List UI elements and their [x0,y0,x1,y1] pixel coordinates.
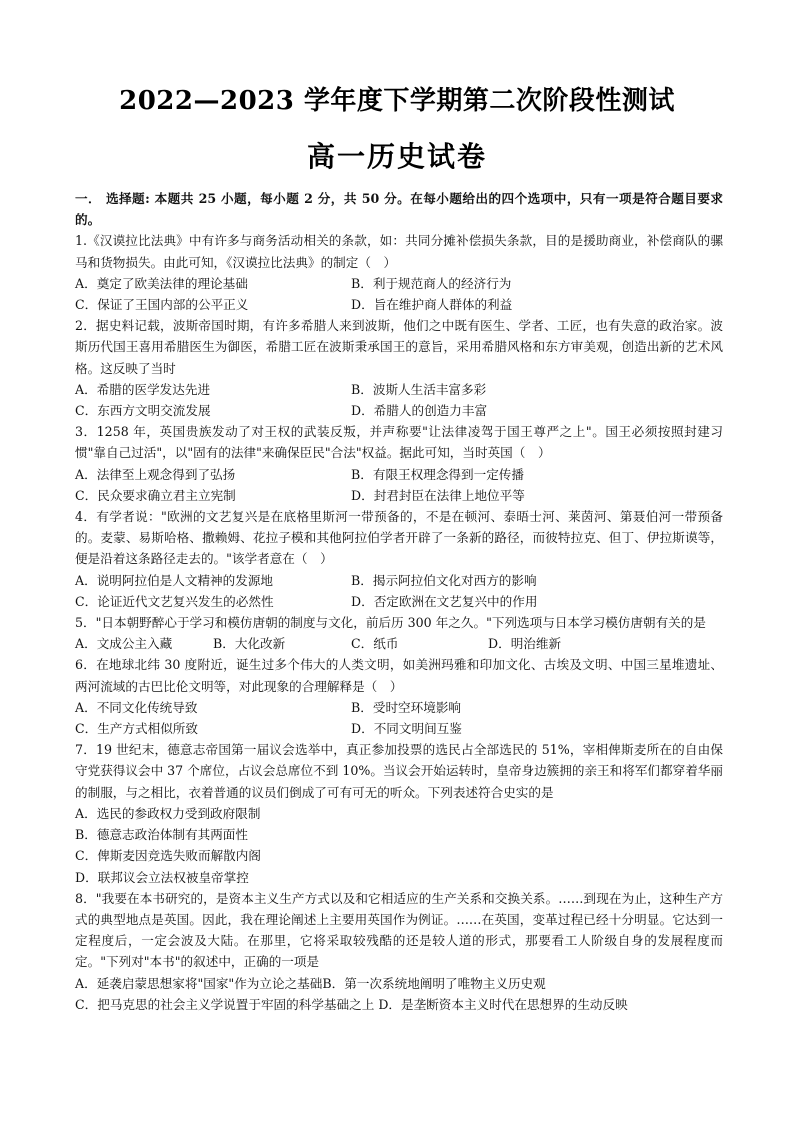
question-8-option-b: B．第一次系统地阐明了唯物主义历史观 [322,975,546,991]
question-8-options-row1 [75,973,723,994]
question-3-option-d: D．封君封臣在法律上地位平等 [351,487,525,503]
question-4-option-d: D．否定欧洲在文艺复兴中的作用 [351,593,538,609]
question-6-option-b: B．受时空环境影响 [351,699,462,715]
question-3-options-row2 [75,485,723,506]
question-6-stem: 6．在地球北纬 30 度附近，诞生过多个伟大的人类文明，如美洲玛雅和印加文化、古埃及文明、中国三星堆遗址、两河流域的古巴比伦文明等，对此现象的合理解释是（ ） [75,657,723,694]
question-1-options-row1 [75,273,723,294]
question-1-option-d: D．旨在维护商人群体的利益 [351,297,513,313]
question-7-option-a: A．选民的参政权力受到政府限制 [75,805,261,821]
question-2-stem: 2．据史料记载，波斯帝国时期，有许多希腊人来到波斯，他们之中既有医生、学者、工匠，也有失意的政治家。波斯历代国王喜用希腊医生为御医，希腊工匠在波斯秉承国王的意旨，采用希腊风格和东方审美观，创造出新的艺术风格。这反映了当时 [75,318,723,376]
question-3-options-row1 [75,464,723,485]
question-1-option-a: A．奠定了欧美法律的理论基础 [75,275,248,291]
question-7-option-d: D．联邦议会立法权被皇帝掌控 [75,869,249,885]
question-2-options-row2 [75,400,723,421]
question-2-option-a: A．希腊的医学发达先进 [75,381,211,397]
question-7-option-c: C．俾斯麦因竞选失败而解散内阁 [75,848,261,864]
question-8-options-row2 [75,994,723,1015]
question-8-stem: 8．"我要在本书研究的，是资本主义生产方式以及和它相适应的生产关系和交换关系。……到现在为止，这种生产方式的典型地点是英国。因此，我在理论阐述上主要用英国作为例证。……在英国，变革过程已经十分明显。它达到一定程度后，一定会波及大陆。在那里，它将采取较残酷的还是较人道的形式，那要看工人阶级自身的发展程度而定。"下列对"本书"的叙述中，正确的一项是 [75,890,723,970]
question-4-option-b: B．揭示阿拉伯文化对西方的影响 [351,572,537,588]
question-2-option-c: C．东西方文明交流发展 [75,403,211,419]
question-6-option-a: A．不同文化传统导致 [75,699,198,715]
question-2-option-d: D．希腊人的创造力丰富 [351,403,488,419]
exam-subtitle: 高一历史试卷 [306,140,487,173]
question-3-option-b: B．有限王权理念得到一定传播 [351,466,524,482]
question-5-option-c: C．纸币 [351,636,399,652]
question-3-option-a: A．法律至上观念得到了弘扬 [75,466,236,482]
question-1-option-c: C．保证了王国内部的公平正义 [75,297,249,313]
question-7-option-b: B．德意志政治体制有其两面性 [75,827,248,843]
question-8-option-a: A．延袭启蒙思想家将"国家"作为立论之基础 [75,975,323,991]
question-4-stem: 4．有学者说："欧洲的文艺复兴是在底格里斯河一带预备的，不是在顿河、泰晤士河、莱茵河、第聂伯河一带预备的。麦蒙、易斯哈格、撒赖姆、花拉子模和其他阿拉伯学者开辟了一条新的路径，而彼特拉克、但丁、伊拉斯谟等，便是沿着这条路径走去的。"该学者意在（ ） [75,509,723,567]
question-1-options-row2 [75,294,723,315]
question-6-option-d: D．不同文明间互鉴 [351,721,462,737]
question-3-option-c: C．民众要求确立君主立宪制 [75,487,236,503]
question-4-option-c: C．论证近代文艺复兴发生的必然性 [75,593,274,609]
question-5-option-d: D．明治维新 [488,636,562,652]
question-1-stem: 1.《汉谟拉比法典》中有许多与商务活动相关的条款，如：共同分摊补偿损失条款，目的是援助商业，补偿商队的骡马和货物损失。由此可知，《汉谟拉比法典》的制定（ ） [75,233,723,270]
question-4-options-row1 [75,570,723,591]
question-1-option-b: B．利于规范商人的经济行为 [351,275,512,291]
question-2-option-b: B．波斯人生活丰富多彩 [351,381,487,397]
question-8-option-d: D．是垄断资本主义时代在思想界的生动反映 [378,996,628,1012]
question-2-options-row1 [75,379,723,400]
question-5-options-row [75,633,723,654]
question-5-option-b: B．大化改新 [213,636,286,652]
question-7-stem: 7．19 世纪末，德意志帝国第一届议会选举中，真正参加投票的选民占全部选民的 51%，宰相俾斯麦所在的自由保守党获得议会中 37 个席位，占议会总席位不到 10%。当议会开始运转时，皇帝身边簇拥的亲王和将军们都穿着华丽的制服，与之相比，衣着普通的议员们倒成了可有可无的听众。下列表述符合史实的是 [75,742,723,800]
section-instruction: 一． 选择题: 本题共 25 小题，每小题 2 分，共 50 分。在每小题给出的四个选项中，只有一项是符合题目要求的。 [75,191,723,228]
question-6-option-c: C．生产方式相似所致 [75,721,198,737]
question-6-options-row2 [75,718,723,739]
exam-content [75,188,723,1015]
question-8-option-c: C．把马克思的社会主义学说置于牢固的科学基础之上 [75,996,375,1012]
question-5-option-a: A．文成公主入藏 [75,636,173,652]
question-3-stem: 3．1258 年，英国贵族发动了对王权的武装反叛，并声称要"让法律凌驾于国王尊严之上"。国王必须按照封建习惯"靠自己过活"，以"固有的法律"来确保臣民"合法"权益。据此可知，当时英国（ ） [75,424,723,461]
question-4-option-a: A．说明阿拉伯是人文精神的发源地 [75,572,274,588]
question-4-options-row2 [75,591,723,612]
exam-title: 2022—2023 学年度下学期第二次阶段性测试 [119,86,675,116]
question-5-stem: 5．"日本朝野醉心于学习和模仿唐朝的制度与文化，前后历 300 年之久。"下列选项与日本学习模仿唐朝有关的是 [75,615,706,631]
question-6-options-row1 [75,697,723,718]
